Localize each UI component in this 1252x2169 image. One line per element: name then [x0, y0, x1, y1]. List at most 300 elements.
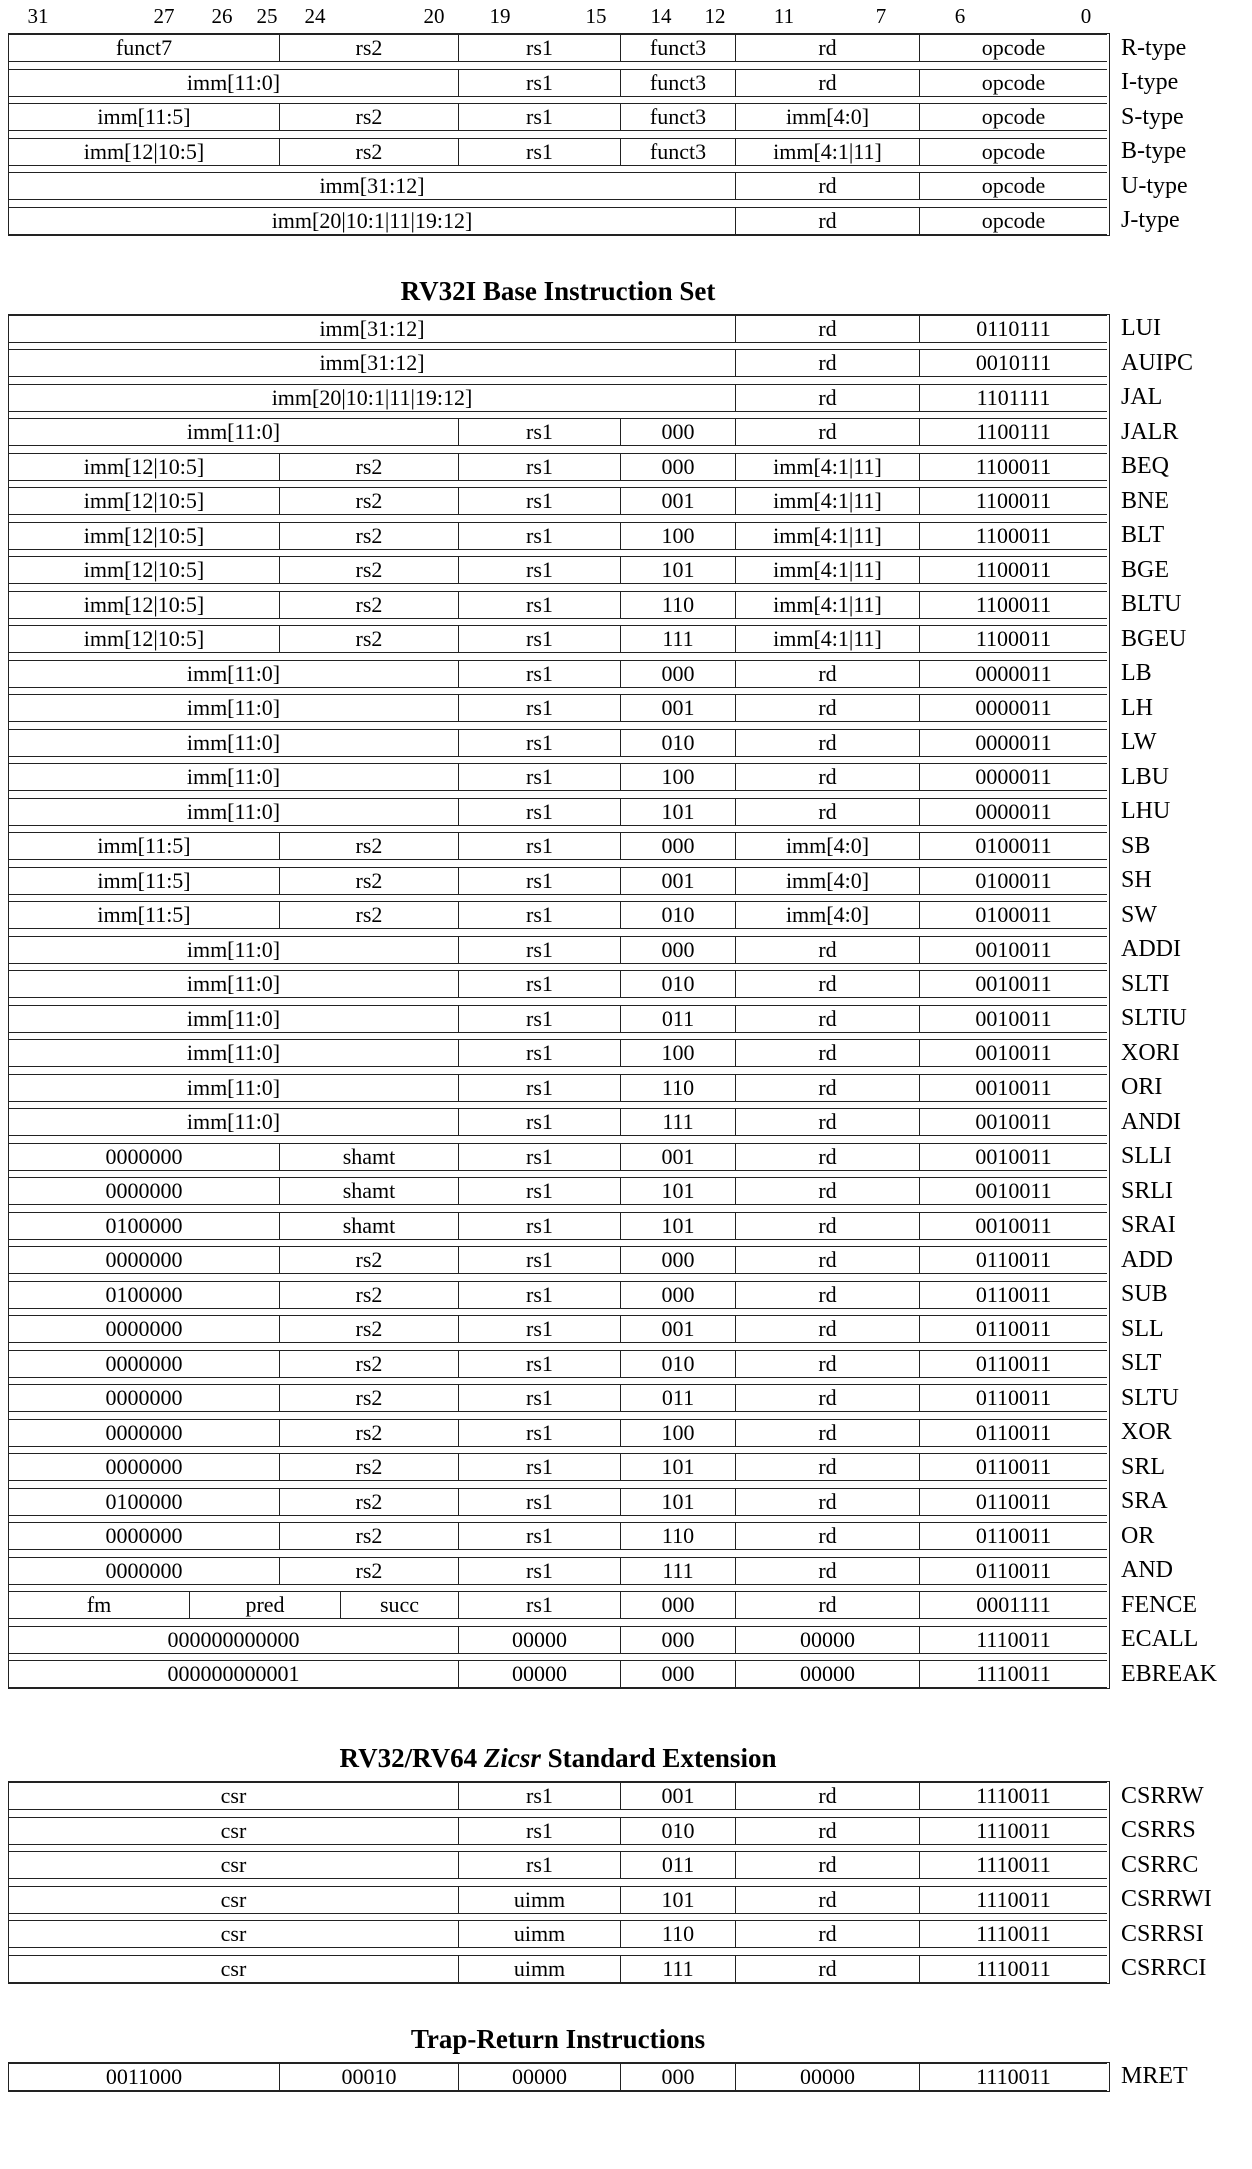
table-row	[9, 1246, 1173, 1274]
encoding-row	[9, 487, 1107, 515]
instruction-name: LB	[1121, 660, 1152, 686]
field-cell: rd	[735, 1075, 919, 1101]
field-cell: rs1	[458, 419, 620, 445]
field-cell: rd	[735, 1420, 919, 1446]
field-cell: 110	[620, 1523, 735, 1549]
field-cell: 0110011	[919, 1385, 1107, 1411]
table-row	[9, 867, 1152, 895]
field-cell: 0110011	[919, 1420, 1107, 1446]
field-cell: rs1	[458, 1420, 620, 1446]
field-cell: rs1	[458, 833, 620, 859]
field-cell: imm[11:0]	[186, 695, 281, 720]
field-cell: 000	[620, 1661, 735, 1687]
table-row	[9, 1384, 1179, 1412]
instruction-name: I-type	[1121, 69, 1179, 95]
table-row	[9, 349, 1194, 377]
encoding-row	[9, 349, 1107, 377]
field-cell: imm[12|10:5]	[83, 453, 205, 479]
field-cell: shamt	[279, 1213, 458, 1239]
field-cell: rd	[735, 1040, 919, 1066]
instruction-name: ORI	[1121, 1074, 1163, 1100]
field-cell: rs2	[279, 1558, 458, 1584]
field-cell: imm[11:0]	[186, 729, 281, 755]
table-row	[9, 1782, 1204, 1810]
bit-position-label: 0	[1080, 4, 1092, 28]
field-cell: rd	[735, 419, 919, 445]
field-cell: rd	[735, 730, 919, 756]
field-cell: opcode	[919, 139, 1107, 165]
field-cell: 101	[620, 1213, 735, 1239]
field-cell: 101	[620, 1454, 735, 1480]
instruction-name: CSRRCI	[1121, 1955, 1207, 1981]
field-cell: 000	[620, 1282, 735, 1308]
field-cell: pred	[189, 1592, 340, 1618]
field-cell: 010	[620, 971, 735, 997]
section-title-segment: RV32/RV64	[339, 1743, 484, 1773]
field-cell: rs2	[279, 626, 458, 652]
table-row	[9, 556, 1169, 584]
table-row	[9, 798, 1171, 826]
field-cell: 00000	[735, 2064, 919, 2090]
section-title-segment: Zicsr	[483, 1743, 541, 1773]
field-cell: 1110011	[919, 1661, 1107, 1687]
field-cell: rs1	[458, 1075, 620, 1101]
field-cell: imm[4:1|11]	[735, 626, 919, 652]
field-cell: 000	[620, 1247, 735, 1273]
table-row	[9, 487, 1169, 515]
instruction-name: J-type	[1121, 207, 1180, 233]
field-cell: 00000	[458, 2064, 620, 2090]
encoding-row	[9, 1660, 1107, 1688]
field-cell: imm[4:0]	[735, 902, 919, 928]
field-cell: 00000	[458, 1627, 620, 1653]
field-cell: imm[11:0]	[186, 1005, 281, 1031]
field-cell: rd	[735, 208, 919, 234]
field-cell: rs1	[458, 1144, 620, 1170]
table-row	[9, 832, 1151, 860]
field-cell: 110	[620, 1075, 735, 1101]
field-cell: rs1	[458, 1213, 620, 1239]
field-cell: 000000000000	[167, 1626, 300, 1652]
field-cell: rs1	[458, 661, 620, 687]
encoding-row	[9, 207, 1107, 235]
field-cell: 1110011	[919, 1852, 1107, 1878]
encoding-row	[9, 1626, 1107, 1654]
field-cell: rs1	[458, 1351, 620, 1377]
instruction-name: SLTU	[1121, 1384, 1179, 1411]
instruction-name: SRLI	[1121, 1177, 1174, 1204]
table-row	[9, 1920, 1204, 1948]
field-cell: rd	[735, 1887, 919, 1913]
field-cell: 101	[620, 557, 735, 583]
table-row	[9, 763, 1169, 791]
encoding-row	[9, 763, 1107, 791]
section-title	[8, 2024, 1108, 2054]
encoding-row	[9, 729, 1107, 757]
field-cell: funct3	[620, 70, 735, 96]
table-row	[9, 1453, 1166, 1481]
field-cell: rs2	[279, 104, 458, 130]
field-cell: imm[11:5]	[97, 833, 191, 858]
table-row	[9, 1212, 1176, 1240]
field-cell: rs2	[279, 1351, 458, 1377]
table-row	[9, 138, 1187, 166]
field-cell: 000	[620, 661, 735, 687]
field-cell: 000	[620, 1627, 735, 1653]
field-cell: 0110011	[919, 1282, 1107, 1308]
field-cell: rs1	[458, 1006, 620, 1032]
field-cell: rs1	[458, 70, 620, 96]
field-cell: rs2	[279, 1282, 458, 1308]
field-cell: rs2	[279, 1316, 458, 1342]
field-cell: 00000	[735, 1661, 919, 1687]
instruction-name: SW	[1121, 901, 1157, 928]
field-cell: rd	[735, 1818, 919, 1844]
encoding-row	[9, 591, 1107, 619]
field-cell: uimm	[458, 1921, 620, 1947]
section-title-segment: Trap-Return Instructions	[410, 2023, 706, 2054]
field-cell: 0010011	[919, 971, 1107, 997]
field-cell: 1100011	[919, 454, 1107, 480]
field-cell: 0000011	[919, 661, 1107, 687]
field-cell: 100	[620, 1420, 735, 1446]
field-cell: rd	[735, 1454, 919, 1480]
field-cell: rs1	[458, 868, 620, 894]
instruction-name: SRL	[1121, 1453, 1166, 1480]
field-cell: 000	[620, 419, 735, 445]
encoding-row	[9, 418, 1107, 446]
field-cell: rd	[735, 1921, 919, 1947]
field-cell: rd	[735, 1316, 919, 1342]
field-cell: rs2	[279, 833, 458, 859]
instruction-name: CSRRC	[1121, 1851, 1199, 1878]
field-cell: imm[11:0]	[186, 1040, 281, 1065]
field-cell: rs1	[458, 104, 620, 130]
field-cell: rs1	[458, 1454, 620, 1480]
field-cell: opcode	[919, 208, 1107, 234]
instruction-name: BGE	[1121, 556, 1169, 583]
field-cell: imm[11:5]	[97, 104, 191, 129]
instruction-name: S-type	[1121, 103, 1184, 130]
field-cell: 1110011	[919, 2064, 1107, 2090]
field-cell: imm[12|10:5]	[83, 626, 205, 651]
field-cell: 1100111	[919, 419, 1107, 445]
trap-table	[8, 2062, 1188, 2092]
instruction-name: ANDI	[1121, 1108, 1181, 1135]
table-row	[9, 901, 1157, 929]
encoding-row	[9, 1591, 1107, 1619]
field-cell: opcode	[919, 35, 1107, 61]
field-cell: rd	[735, 937, 919, 963]
field-cell: rs1	[458, 695, 620, 721]
field-cell: 001	[620, 868, 735, 894]
table-row	[9, 970, 1170, 998]
field-cell: 101	[620, 1887, 735, 1913]
instruction-name: SRAI	[1121, 1212, 1176, 1238]
field-cell: 1110011	[919, 1783, 1107, 1809]
instruction-name: ECALL	[1121, 1626, 1199, 1652]
field-cell: rd	[735, 1385, 919, 1411]
instruction-name: SLLI	[1121, 1143, 1172, 1169]
instruction-name: CSRRSI	[1121, 1920, 1204, 1947]
field-cell: 00010	[279, 2064, 458, 2090]
field-cell: 101	[620, 1489, 735, 1515]
encoding-row	[9, 1039, 1107, 1067]
encoding-row	[9, 522, 1107, 550]
bit-position-label: 27	[153, 4, 175, 28]
field-cell: rs1	[458, 523, 620, 549]
field-cell: rd	[735, 1282, 919, 1308]
field-cell: imm[11:5]	[97, 867, 191, 893]
field-cell: 001	[620, 1144, 735, 1170]
table-row	[9, 1626, 1199, 1654]
field-cell: opcode	[919, 70, 1107, 96]
field-cell: 0000000	[105, 1178, 183, 1203]
rv32i-table	[8, 314, 1217, 1690]
table-row	[9, 1108, 1181, 1136]
table-row	[9, 1177, 1174, 1205]
field-cell: csr	[220, 1955, 247, 1981]
field-cell: 0010011	[919, 1075, 1107, 1101]
field-cell: imm[4:1|11]	[735, 557, 919, 583]
encoding-row	[9, 138, 1107, 166]
instruction-name: XORI	[1121, 1039, 1180, 1066]
field-cell: imm[4:1|11]	[735, 488, 919, 514]
encoding-row	[9, 1817, 1107, 1845]
instruction-name: LHU	[1121, 798, 1171, 824]
table-row	[9, 1143, 1172, 1171]
field-cell: 0000000	[105, 1316, 183, 1341]
instruction-name: LH	[1121, 694, 1153, 721]
field-cell: csr	[220, 1817, 247, 1843]
encoding-row	[9, 69, 1107, 97]
field-cell: rd	[735, 1144, 919, 1170]
encoding-row	[9, 798, 1107, 826]
table-row	[9, 103, 1184, 131]
encoding-row	[9, 315, 1107, 343]
field-cell: 010	[620, 902, 735, 928]
field-cell: rd	[735, 1523, 919, 1549]
instruction-name: SLT	[1121, 1350, 1162, 1376]
table-row	[9, 660, 1152, 688]
field-cell: imm[4:0]	[735, 833, 919, 859]
bit-position-label: 11	[773, 4, 795, 28]
field-cell: rs2	[279, 592, 458, 618]
table-row	[9, 418, 1179, 446]
field-cell: 0000011	[919, 695, 1107, 721]
field-cell: 0110011	[919, 1523, 1107, 1549]
encoding-row	[9, 1557, 1107, 1585]
field-cell: 0010011	[919, 937, 1107, 963]
field-cell: rs1	[458, 730, 620, 756]
field-cell: 001	[620, 1783, 735, 1809]
field-cell: rs1	[458, 971, 620, 997]
instruction-name: SB	[1121, 832, 1151, 859]
field-cell: rd	[735, 1783, 919, 1809]
table-row	[9, 1955, 1207, 1983]
zicsr-table	[8, 1781, 1212, 1984]
field-cell: 111	[620, 1956, 735, 1982]
field-cell: 011	[620, 1385, 735, 1411]
instruction-name: CSRRWI	[1121, 1886, 1212, 1912]
field-cell: rd	[735, 1351, 919, 1377]
field-cell: 110	[620, 1921, 735, 1947]
instruction-name: JALR	[1121, 418, 1179, 445]
field-cell: 0110011	[919, 1454, 1107, 1480]
instruction-name: JAL	[1121, 384, 1163, 410]
field-cell: 0100011	[919, 868, 1107, 894]
field-cell: rs2	[279, 1523, 458, 1549]
field-cell: shamt	[279, 1144, 458, 1170]
instruction-name: AND	[1121, 1557, 1173, 1583]
table-row	[9, 2063, 1188, 2091]
field-cell: 100	[620, 1040, 735, 1066]
encoding-row	[9, 1955, 1107, 1983]
field-cell: rd	[735, 1852, 919, 1878]
field-cell: 1100011	[919, 592, 1107, 618]
field-cell: rs2	[279, 454, 458, 480]
section-title-segment: RV32I Base Instruction Set	[400, 275, 716, 306]
table-row	[9, 1660, 1217, 1688]
instruction-name: EBREAK	[1121, 1660, 1217, 1687]
field-cell: rs1	[458, 1818, 620, 1844]
field-cell: imm[20|10:1|11|19:12]	[271, 384, 473, 410]
field-cell: 1110011	[919, 1921, 1107, 1947]
table-row	[9, 1074, 1163, 1102]
field-cell: 0010011	[919, 1178, 1107, 1204]
field-cell: imm[11:0]	[186, 419, 281, 444]
field-cell: rs2	[279, 523, 458, 549]
instruction-name: SUB	[1121, 1281, 1168, 1307]
field-cell: csr	[220, 1886, 247, 1912]
field-cell: 1100011	[919, 557, 1107, 583]
field-cell: imm[11:0]	[186, 1074, 281, 1100]
field-cell: 0000000	[105, 1454, 183, 1479]
field-cell: shamt	[279, 1178, 458, 1204]
table-row	[9, 34, 1187, 62]
field-cell: rd	[735, 1247, 919, 1273]
field-cell: rs1	[458, 1316, 620, 1342]
field-cell: 001	[620, 488, 735, 514]
field-cell: 1110011	[919, 1956, 1107, 1982]
field-cell: rs1	[458, 902, 620, 928]
field-cell: 0001111	[919, 1592, 1107, 1618]
table-row	[9, 1817, 1196, 1845]
field-cell: 010	[620, 1818, 735, 1844]
field-cell: rs2	[279, 1385, 458, 1411]
field-cell: 0110011	[919, 1558, 1107, 1584]
instruction-name: SH	[1121, 867, 1152, 893]
field-cell: 1110011	[919, 1627, 1107, 1653]
field-cell: imm[11:0]	[186, 69, 281, 95]
field-cell: rs1	[458, 1852, 620, 1878]
encoding-row	[9, 556, 1107, 584]
field-cell: rd	[735, 764, 919, 790]
field-cell: imm[4:1|11]	[735, 139, 919, 165]
field-cell: csr	[220, 1852, 247, 1877]
encoding-row	[9, 103, 1107, 131]
field-cell: fm	[86, 1592, 112, 1617]
page-content	[8, 0, 1217, 2092]
field-cell: imm[12|10:5]	[83, 557, 205, 582]
field-cell: uimm	[458, 1887, 620, 1913]
field-cell: imm[20|10:1|11|19:12]	[271, 207, 473, 233]
table-row	[9, 453, 1169, 481]
bit-position-label: 19	[489, 4, 511, 28]
field-cell: rs1	[458, 799, 620, 825]
field-cell: 0100011	[919, 902, 1107, 928]
field-cell: rs1	[458, 454, 620, 480]
table-row	[9, 1350, 1162, 1378]
field-cell: 0000000	[105, 1385, 183, 1410]
field-cell: 00000	[735, 1627, 919, 1653]
table-row	[9, 1419, 1172, 1447]
field-cell: 0010111	[919, 350, 1107, 376]
field-cell: 0110111	[919, 316, 1107, 342]
field-cell: 1110011	[919, 1887, 1107, 1913]
field-cell: 0010011	[919, 1006, 1107, 1032]
encoding-row	[9, 936, 1107, 964]
field-cell: imm[12|10:5]	[83, 591, 205, 617]
field-cell: rs2	[279, 488, 458, 514]
encoding-row	[9, 1851, 1107, 1879]
field-cell: imm[12|10:5]	[83, 522, 205, 548]
field-cell: 0100000	[105, 1212, 183, 1238]
field-cell: imm[4:0]	[735, 104, 919, 130]
field-cell: imm[11:0]	[186, 1109, 281, 1134]
instruction-name: SRA	[1121, 1488, 1168, 1514]
table-row	[9, 591, 1182, 619]
field-cell: 101	[620, 1178, 735, 1204]
field-cell: 0000000	[105, 1350, 183, 1376]
encoding-row	[9, 172, 1107, 200]
encoding-row	[9, 1419, 1107, 1447]
field-cell: imm[11:0]	[186, 660, 281, 686]
field-cell: rs1	[458, 1385, 620, 1411]
field-cell: rd	[735, 385, 919, 411]
field-cell: 101	[620, 799, 735, 825]
field-cell: rd	[735, 1956, 919, 1982]
field-cell: imm[11:0]	[186, 798, 281, 824]
field-cell: rs1	[458, 488, 620, 514]
instruction-name: SLL	[1121, 1315, 1164, 1342]
field-cell: 0000000	[105, 1557, 183, 1583]
field-cell: rs1	[458, 1783, 620, 1809]
field-cell: 111	[620, 626, 735, 652]
table-row	[9, 1315, 1164, 1343]
encoding-row	[9, 1384, 1107, 1412]
encoding-row	[9, 2063, 1107, 2091]
encoding-row	[9, 453, 1107, 481]
table-row	[9, 1488, 1168, 1516]
instruction-name: R-type	[1121, 34, 1187, 61]
field-cell: opcode	[919, 173, 1107, 199]
field-cell: rs1	[458, 1109, 620, 1135]
field-cell: rd	[735, 1558, 919, 1584]
field-cell: rs1	[458, 139, 620, 165]
field-cell: rs2	[279, 139, 458, 165]
bit-position-label: 14	[650, 4, 672, 28]
field-cell: uimm	[458, 1956, 620, 1982]
instruction-name: ADDI	[1121, 936, 1181, 962]
field-cell: imm[4:1|11]	[735, 592, 919, 618]
field-cell: rs1	[458, 1523, 620, 1549]
encoding-row	[9, 1488, 1107, 1516]
table-row	[9, 1557, 1173, 1585]
encoding-row	[9, 660, 1107, 688]
instruction-name: CSRRS	[1121, 1817, 1196, 1843]
field-cell: 0110011	[919, 1489, 1107, 1515]
